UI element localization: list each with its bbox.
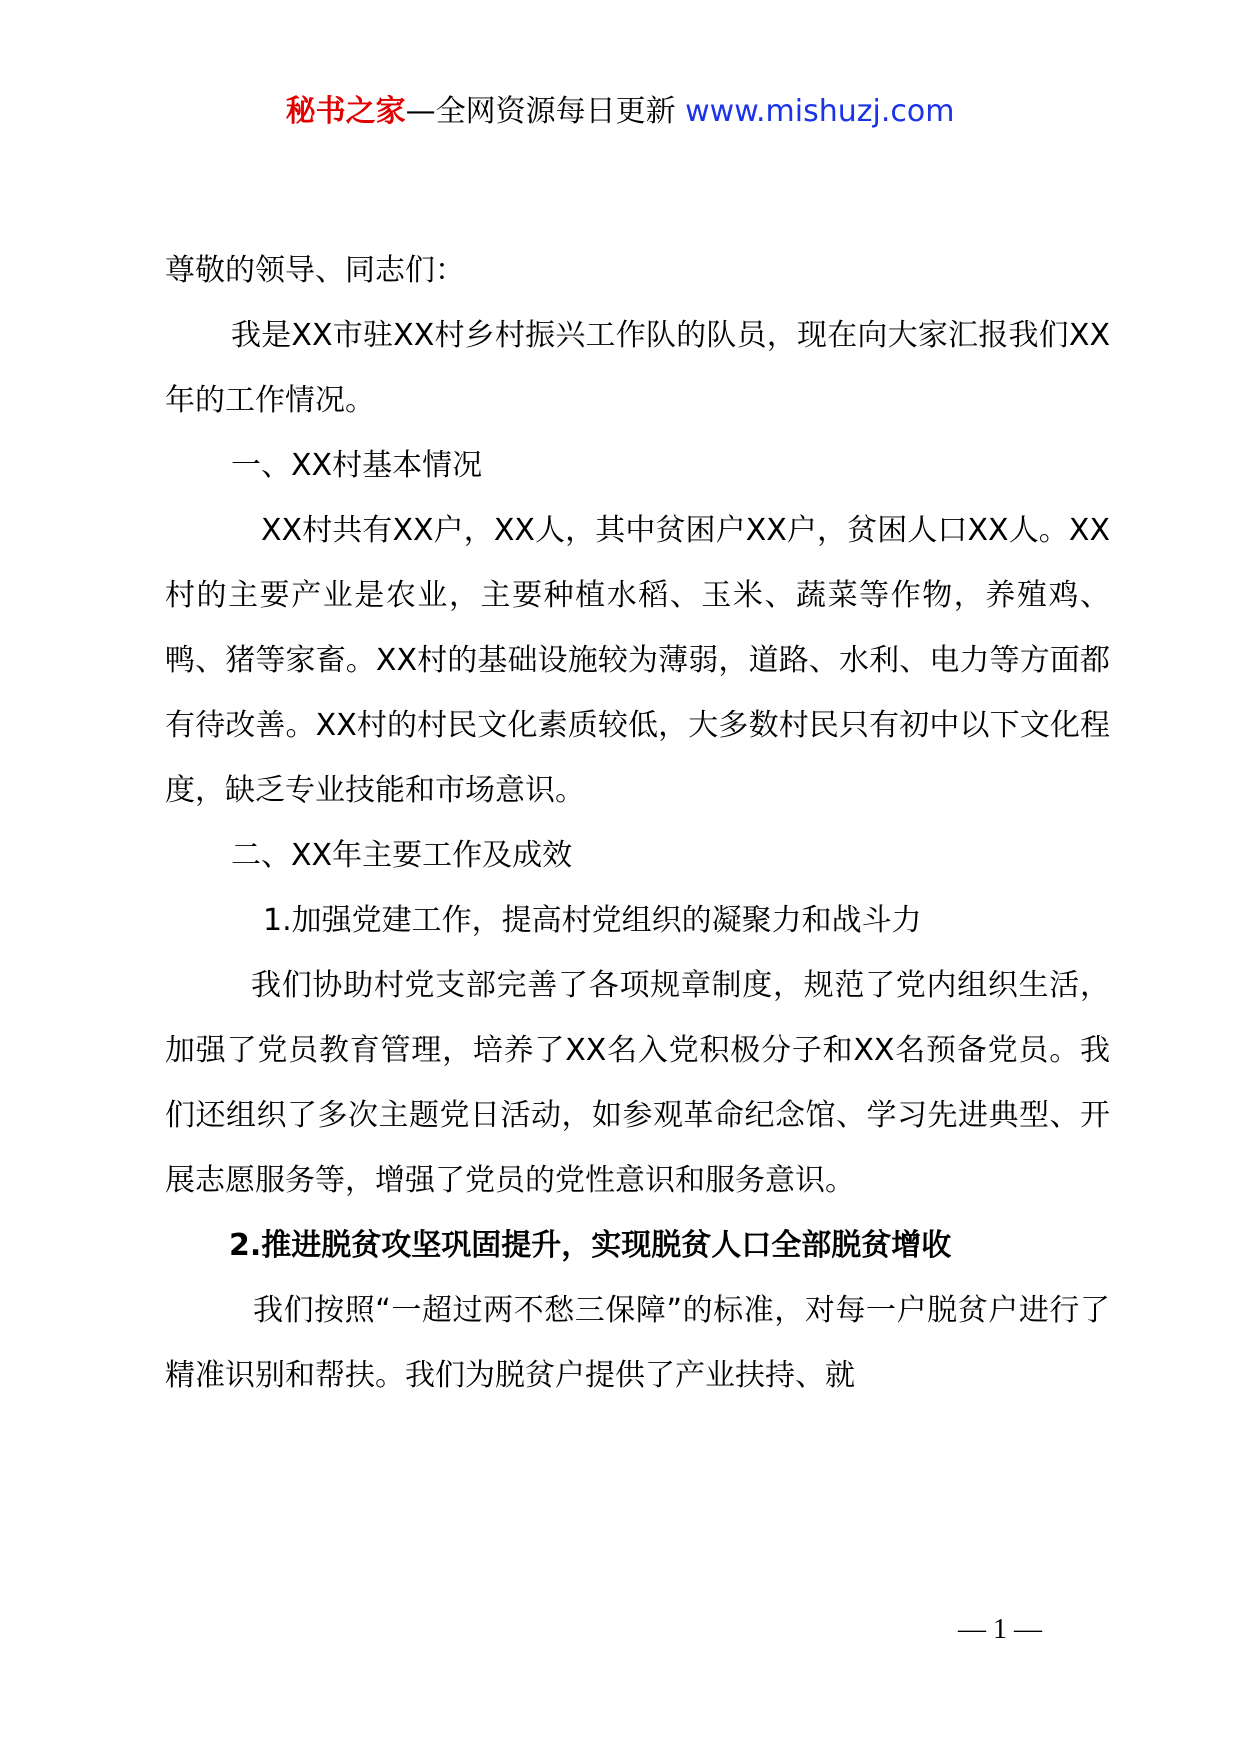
header-brand: 秘书之家 <box>285 94 406 129</box>
document-body <box>165 238 1110 1408</box>
page-number: — 1 — <box>958 1614 1042 1645</box>
subsection-heading-1: 1.加强党建工作，提高村党组织的凝聚力和战斗力 <box>263 903 922 938</box>
subsection-heading-2: 2.推进脱贫攻坚巩固提升，实现脱贫人口全部脱贫增收 <box>229 1228 952 1263</box>
poverty-alleviation-paragraph: 我们按照“一超过两不愁三保障”的标准，对每一户脱贫户进行了精准识别和帮扶。我们为脱贫户提供了产业扶持、就 <box>165 1293 1110 1393</box>
header-slogan: —全网资源每日更新 <box>405 94 686 129</box>
section-heading-1: 一、XX村基本情况 <box>231 448 483 483</box>
intro-paragraph: 我是XX市驻XX村乡村振兴工作队的队员，现在向大家汇报我们XX年的工作情况。 <box>165 318 1110 418</box>
document-header <box>0 92 1240 132</box>
salutation: 尊敬的领导、同志们： <box>165 253 465 288</box>
party-building-paragraph: 我们协助村党支部完善了各项规章制度，规范了党内组织生活，加强了党员教育管理，培养了XX名入党积极分子和XX名预备党员。我们还组织了多次主题党日活动，如参观革命纪念馆、学习先进典型、开展志愿服务等，增强了党员的党性意识和服务意识。 <box>165 968 1110 1198</box>
header-url-link[interactable]: www.mishuzj.com <box>685 94 955 129</box>
section-heading-2: 二、XX年主要工作及成效 <box>231 838 573 873</box>
village-overview-paragraph: XX村共有XX户，XX人，其中贫困户XX户，贫困人口XX人。XX村的主要产业是农业，主要种植水稻、玉米、蔬菜等作物，养殖鸡、鸭、猪等家畜。XX村的基础设施较为薄弱，道路、水利、电力等方面都有待改善。XX村的村民文化素质较低，大多数村民只有初中以下文化程度，缺乏专业技能和市场意识。 <box>165 513 1110 808</box>
